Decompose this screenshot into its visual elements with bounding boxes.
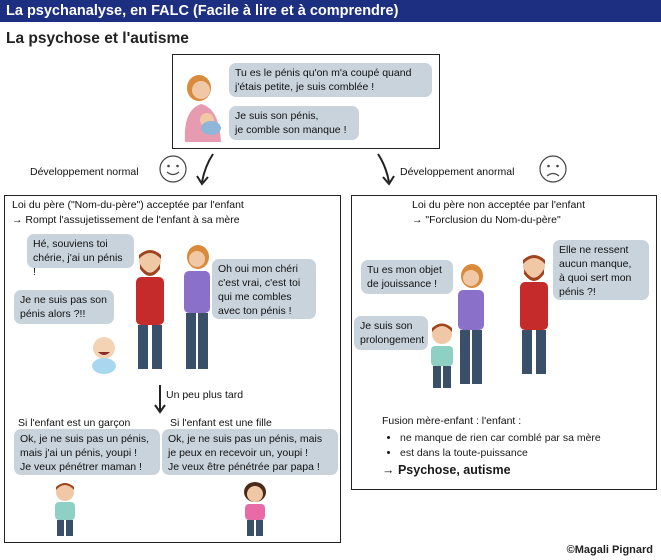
credit: ©Magali Pignard bbox=[566, 544, 653, 556]
fusion-item: • est dans la toute-puissance bbox=[400, 446, 660, 461]
left-mother-bubble: Oh oui mon chéri c'est vrai, c'est toi qui me combles avec ton pénis ! bbox=[212, 259, 316, 319]
right-child-illustration bbox=[426, 322, 458, 390]
left-box-header: Loi du père ("Nom-du-père") acceptée par l'enfant → Rompt l'assujetissement de l'enfant à sa mère bbox=[12, 199, 244, 226]
left-father-bubble: Hé, souviens toi chérie, j'ai un pénis ! bbox=[27, 234, 134, 268]
right-father-bubble: Elle ne ressent aucun manque, à quoi sert mon pénis ?! bbox=[553, 240, 649, 300]
arrow-down-left-icon bbox=[195, 152, 219, 188]
left-father-illustration bbox=[128, 247, 172, 375]
fusion-title: Fusion mère-enfant : l'enfant : bbox=[382, 415, 522, 427]
arrow-down-right-icon bbox=[372, 152, 396, 188]
girl-bubble: Ok, je ne suis pas un pénis, mais je peux en recevoir un, youpi ! Je veux être pénétrée par papa ! bbox=[162, 429, 338, 475]
boy-label: Si l'enfant est un garçon bbox=[18, 417, 131, 429]
top-bubble-baby: Je suis son pénis, je comble son manque ! bbox=[229, 106, 359, 140]
left-mother-illustration bbox=[176, 244, 216, 376]
fusion-item: • ne manque de rien car comblé par sa mère bbox=[400, 431, 660, 446]
boy-illustration bbox=[50, 482, 80, 538]
sad-face-icon bbox=[538, 154, 568, 184]
girl-label: Si l'enfant est une fille bbox=[170, 417, 272, 429]
abnormal-development-label: Développement anormal bbox=[400, 166, 515, 178]
later-label: Un peu plus tard bbox=[166, 389, 244, 401]
left-child-bubble: Je ne suis pas son pénis alors ?!! bbox=[14, 290, 114, 324]
normal-development-label: Développement normal bbox=[30, 166, 139, 178]
girl-illustration bbox=[240, 482, 270, 538]
fusion-list bbox=[386, 431, 660, 461]
right-box-header: Loi du père non acceptée par l'enfant → "Forclusion du Nom-du-père" bbox=[412, 199, 586, 226]
page-subtitle: La psychose et l'autisme bbox=[6, 30, 189, 47]
boy-bubble: Ok, je ne suis pas un pénis, mais j'ai un pénis, youpi ! Je veux pénétrer maman ! bbox=[14, 429, 160, 475]
right-mother-bubble: Tu es mon objet de jouissance ! bbox=[361, 260, 453, 294]
conclusion-text: → Psychose, autisme bbox=[382, 463, 511, 477]
mother-holding-baby-illustration bbox=[177, 72, 227, 144]
title-banner: La psychanalyse, en FALC (Facile à lire et à comprendre) bbox=[0, 0, 661, 22]
right-father-illustration bbox=[512, 252, 556, 380]
crying-baby-illustration bbox=[86, 334, 122, 374]
happy-face-icon bbox=[158, 154, 188, 184]
top-bubble-mother: Tu es le pénis qu'on m'a coupé quand j'étais petite, je suis comblée ! bbox=[229, 63, 432, 97]
right-child-bubble: Je suis son prolongement bbox=[354, 316, 428, 350]
